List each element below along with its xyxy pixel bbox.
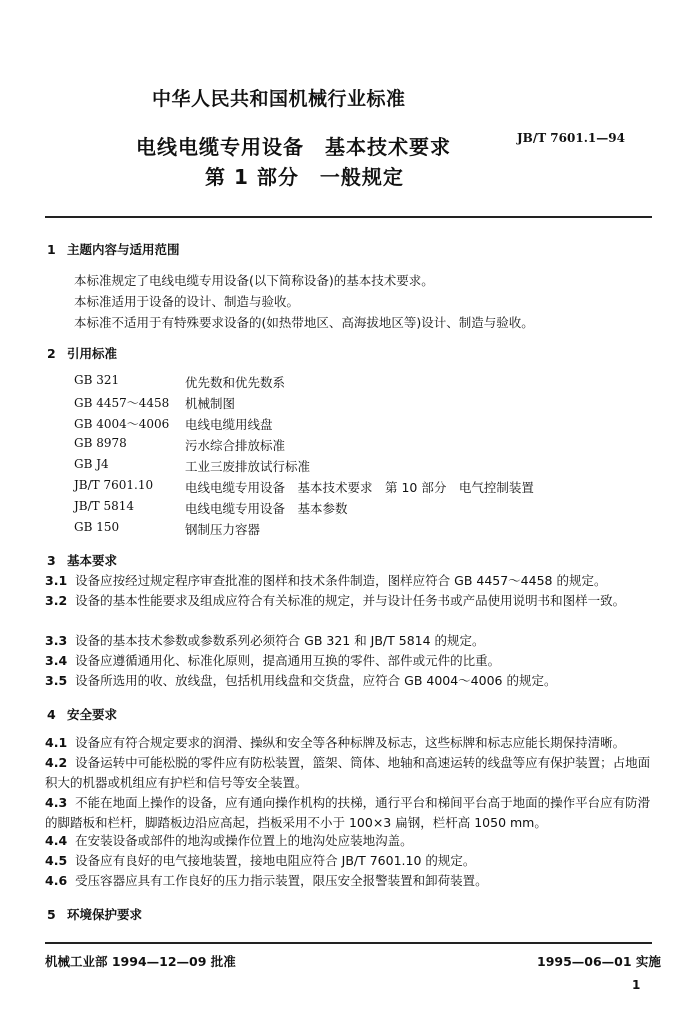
clause-4-5: 4.5 设备应有良好的电气接地装置，接地电阻应符合 JB/T 7601.10 的规定。 xyxy=(45,853,476,868)
implementation-date: 1995—06—01 实施 xyxy=(537,954,661,969)
section-heading-2: 2 引用标准 xyxy=(47,346,118,361)
reference-title: 电线电缆专用设备 基本技术要求 第 10 部分 电气控制装置 xyxy=(185,480,534,495)
clause-3-1: 3.1 设备应按经过规定程序审查批准的图样和技术条件制造，图样应符合 GB 4457～4458 的规定。 xyxy=(45,573,607,588)
standard-number: JB/T 7601.1—94 xyxy=(517,131,625,145)
clause-4-3: 4.3 不能在地面上操作的设备，应有通向操作机构的扶梯，通行平台和梯间平台高于地面的操作平台应有防滑的脚踏板和栏杆，脚踏板边沿应高起，挡板采用不小于 100×3 扁钢，栏杆高 1050 mm。 xyxy=(45,795,651,830)
reference-title: 电线电缆专用设备 基本参数 xyxy=(185,501,348,516)
clause-3-2: 3.2 设备的基本性能要求及组成应符合有关标准的规定，并与设计任务书或产品使用说明书和图样一致。 xyxy=(45,593,626,608)
issuing-organization: 中华人民共和国机械行业标准 xyxy=(152,88,406,110)
section-heading-1: 1 主题内容与适用范围 xyxy=(47,242,180,257)
section-1-paragraph: 本标准不适用于有特殊要求设备的(如热带地区、高海拔地区等)设计、制造与验收。 xyxy=(74,315,534,330)
reference-code: GB 150 xyxy=(74,520,120,534)
header-rule xyxy=(45,216,652,218)
clause-4-2: 4.2 设备运转中可能松脱的零件应有防松装置，篮架、筒体、地轴和高速运转的线盘等应有保护装置；占地面积大的机器或机组应有护栏和信号等安全装置。 xyxy=(45,755,651,790)
clause-3-4: 3.4 设备应遵循通用化、标准化原则，提高通用互换的零件、部件或元件的比重。 xyxy=(45,653,501,668)
clause-4-1: 4.1 设备应有符合规定要求的润滑、操纵和安全等各种标牌及标志，这些标牌和标志应能长期保持清晰。 xyxy=(45,735,626,750)
clause-3-5: 3.5 设备所选用的收、放线盘，包括机用线盘和交货盘，应符合 GB 4004～4006 的规定。 xyxy=(45,673,557,688)
reference-title: 机械制图 xyxy=(185,396,236,411)
section-1-paragraph: 本标准规定了电线电缆专用设备(以下简称设备)的基本技术要求。 xyxy=(74,273,434,288)
reference-code: GB 4457～4458 xyxy=(74,396,170,410)
reference-code: GB 4004～4006 xyxy=(74,417,170,431)
approval-date: 机械工业部 1994—12—09 批准 xyxy=(45,954,236,969)
reference-title: 优先数和优先数系 xyxy=(185,375,286,390)
reference-title: 钢制压力容器 xyxy=(185,522,261,537)
reference-code: GB 8978 xyxy=(74,436,127,450)
reference-title: 电线电缆用线盘 xyxy=(185,417,273,432)
reference-code: JB/T 7601.10 xyxy=(74,478,154,492)
reference-title: 工业三废排放试行标准 xyxy=(185,459,311,474)
reference-code: GB 321 xyxy=(74,373,120,387)
footer-rule xyxy=(45,942,652,944)
reference-title: 污水综合排放标准 xyxy=(185,438,286,453)
section-heading-3: 3 基本要求 xyxy=(47,553,118,568)
document-title: 电线电缆专用设备 基本技术要求 xyxy=(136,135,451,159)
clause-4-4: 4.4 在安装设备或部件的地沟或操作位置上的地沟处应装地沟盖。 xyxy=(45,833,413,848)
section-heading-5: 5 环境保护要求 xyxy=(47,907,143,922)
clause-4-6: 4.6 受压容器应具有工作良好的压力指示装置，限压安全报警装置和卸荷装置。 xyxy=(45,873,488,888)
document-subtitle: 第 1 部分 一般规定 xyxy=(205,165,404,189)
section-1-paragraph: 本标准适用于设备的设计、制造与验收。 xyxy=(74,294,300,309)
reference-code: JB/T 5814 xyxy=(74,499,135,513)
page-number: 1 xyxy=(632,978,641,992)
clause-3-3: 3.3 设备的基本技术参数或参数系列必须符合 GB 321 和 JB/T 5814 的规定。 xyxy=(45,633,485,648)
reference-code: GB J4 xyxy=(74,457,109,471)
section-heading-4: 4 安全要求 xyxy=(47,707,118,722)
